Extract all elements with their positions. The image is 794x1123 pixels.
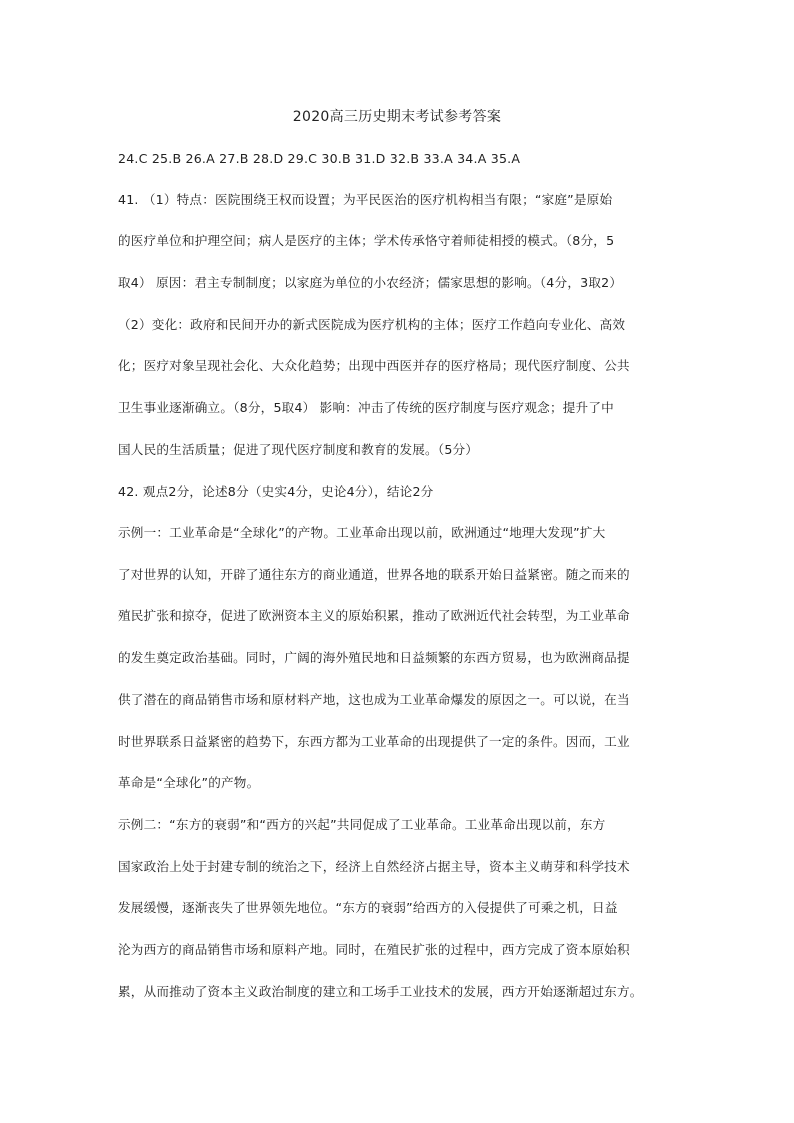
answer-line: 供了潜在的商品销售市场和原材料产地，这也成为工业革命爆发的原因之一。可以说，在当 (118, 692, 630, 707)
answer-line: 沦为西方的商品销售市场和原料产地。同时，在殖民扩张的过程中，西方完成了资本原始积 (118, 942, 630, 957)
answer-line: 发展缓慢，逐渐丧失了世界领先地位。“东方的衰弱”给西方的入侵提供了可乘之机，日益 (118, 900, 618, 915)
answer-line: 殖民扩张和掠夺，促进了欧洲资本主义的原始积累，推动了欧洲近代社会转型，为工业革命 (118, 608, 630, 623)
page-title: 2020高三历史期末考试参考答案 (292, 109, 502, 125)
answer-line: 的医疗单位和护理空间；病人是医疗的主体；学术传承恪守着师徒相授的模式。（8分，5 (118, 233, 615, 248)
answer-line: （2）变化：政府和民间开办的新式医院成为医疗机构的主体；医疗工作趋向专业化、高效 (118, 317, 626, 332)
answer-line: 示例一：工业革命是“全球化”的产物。工业革命出现以前，欧洲通过“地理大发现”扩大 (118, 525, 606, 540)
answer-line: 取4） 原因：君主专制制度；以家庭为单位的小农经济；儒家思想的影响。（4分，3取2） (118, 275, 623, 290)
answer-line: 42. 观点2分，论述8分（史实4分，史论4分），结论2分 (118, 484, 434, 499)
answer-line: 革命是“全球化”的产物。 (118, 775, 260, 790)
answer-line: 时世界联系日益紧密的趋势下，东西方都为工业革命的出现提供了一定的条件。因而，工业 (118, 734, 630, 749)
answer-line: 示例二：“东方的衰弱”和“西方的兴起”共同促成了工业革命。工业革命出现以前，东方 (118, 817, 606, 832)
answer-line: 累，从而推动了资本主义政治制度的建立和工场手工业技术的发展，西方开始逐渐超过东方。 (118, 984, 643, 999)
answer-line: 24.C 25.B 26.A 27.B 28.D 29.C 30.B 31.D 32.B 33.A 34.A 35.A (118, 151, 521, 166)
answer-line: 41. （1）特点：医院围绕王权而设置；为平民医治的医疗机构相当有限；“家庭”是原始 (118, 192, 613, 207)
answer-line: 了对世界的认知，开辟了通往东方的商业通道，世界各地的联系开始日益紧密。随之而来的 (118, 567, 630, 582)
answer-line: 的发生奠定政治基础。同时，广阔的海外殖民地和日益频繁的东西方贸易，也为欧洲商品提 (118, 650, 630, 665)
answer-line: 国人民的生活质量；促进了现代医疗制度和教育的发展。（5分） (118, 442, 479, 457)
answer-line: 化；医疗对象呈现社会化、大众化趋势；出现中西医并存的医疗格局；现代医疗制度、公共 (118, 358, 630, 373)
answer-line: 卫生事业逐渐确立。（8分，5取4） 影响：冲击了传统的医疗制度与医疗观念；提升了中 (118, 400, 614, 415)
answer-line: 国家政治上处于封建专制的统治之下，经济上自然经济占据主导，资本主义萌芽和科学技术 (118, 859, 630, 874)
